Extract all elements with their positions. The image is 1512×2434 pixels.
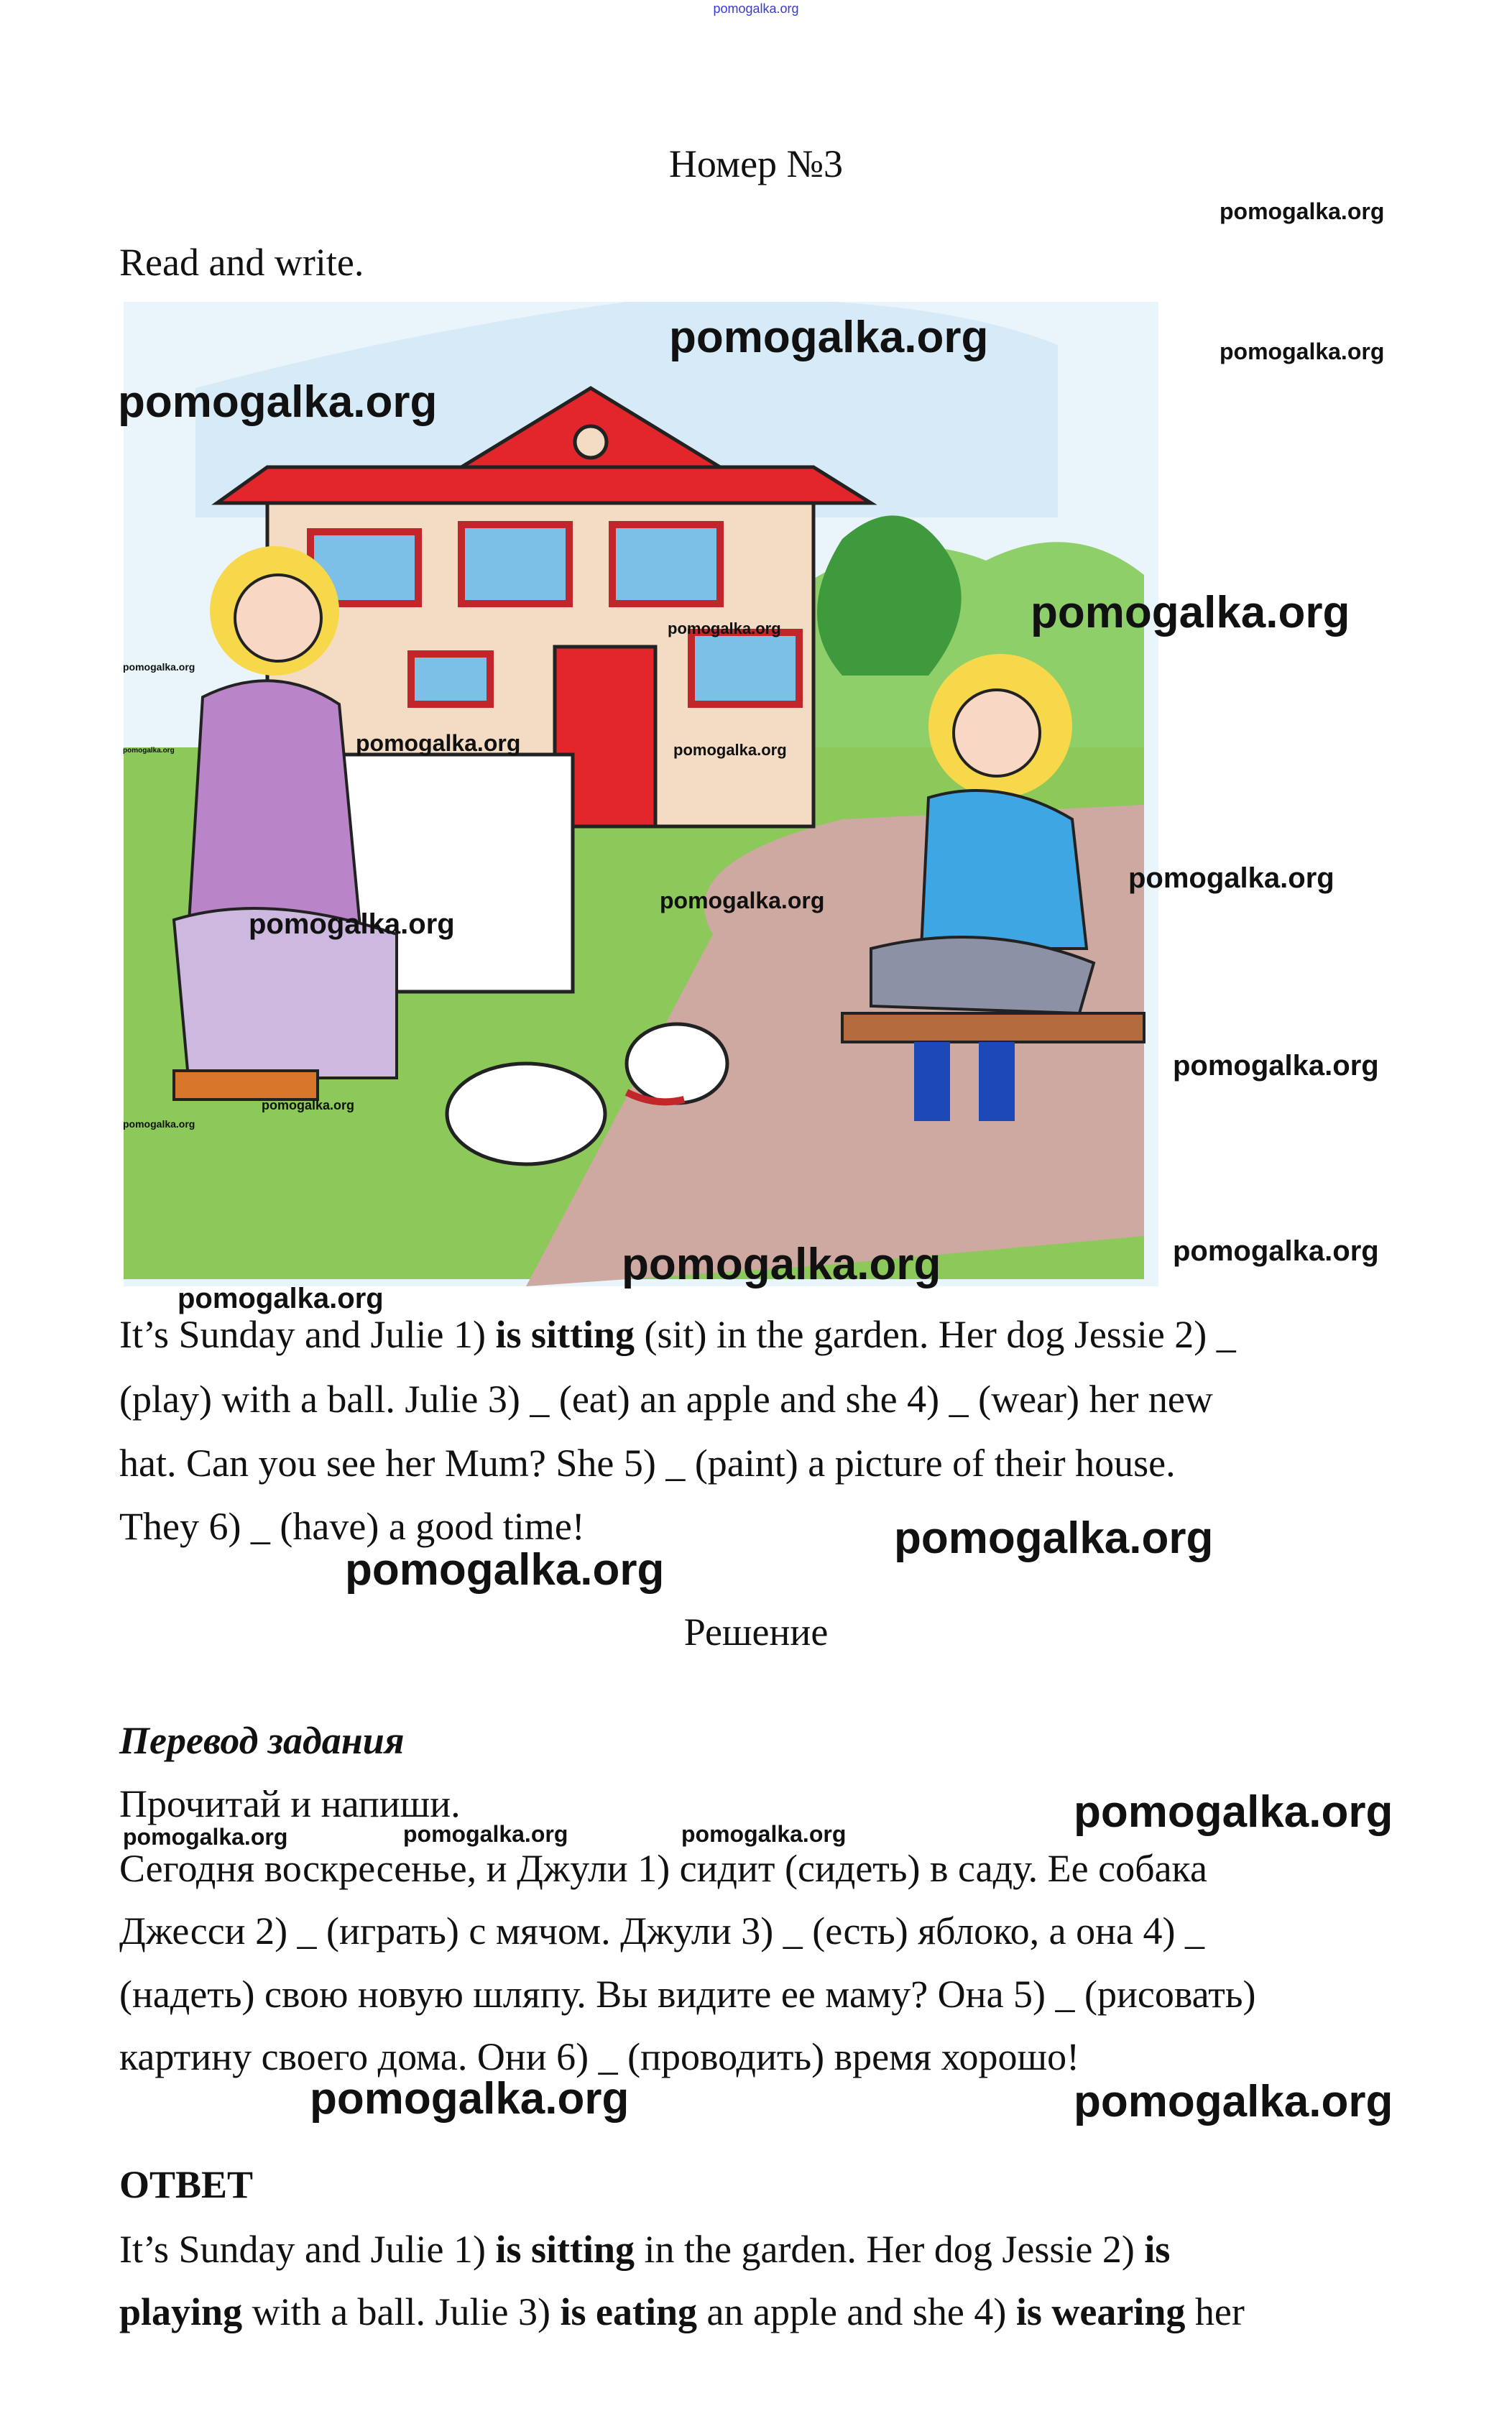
text-segment: They 6) _ (have) a good time!: [119, 1505, 585, 1548]
translation-line: [119, 1973, 1255, 2016]
answer-heading: ОТВЕТ: [119, 2163, 254, 2206]
header-link[interactable]: pomogalka.org: [713, 1, 799, 16]
text-segment: an apple and she 4): [697, 2290, 1016, 2333]
watermark: pomogalka.org: [178, 1283, 384, 1314]
watermark: pomogalka.org: [123, 661, 195, 673]
task-line: [119, 1505, 585, 1548]
watermark: pomogalka.org: [262, 1098, 355, 1112]
translation-instruction: Прочитай и напиши.: [119, 1782, 461, 1825]
watermark: pomogalka.org: [668, 619, 781, 637]
watermark: pomogalka.org: [249, 908, 455, 940]
garden-illustration: [124, 302, 1158, 1286]
text-segment: It’s Sunday and Julie 1): [119, 2228, 496, 2271]
watermark: pomogalka.org: [894, 1513, 1214, 1563]
watermark: pomogalka.org: [660, 888, 825, 913]
answer-line: [119, 2228, 1170, 2271]
watermark: pomogalka.org: [118, 377, 438, 427]
task-line: [119, 1378, 1213, 1421]
translation-heading: Перевод задания: [119, 1719, 405, 1762]
watermark: pomogalka.org: [1074, 2077, 1393, 2126]
watermark: pomogalka.org: [123, 1118, 195, 1130]
bold-answer-text: is sitting: [495, 2228, 635, 2271]
watermark: pomogalka.org: [345, 1545, 665, 1595]
watermark: pomogalka.org: [123, 747, 175, 755]
bold-answer-text: is wearing: [1015, 2290, 1186, 2333]
translation-line: [119, 2035, 1079, 2078]
watermark: pomogalka.org: [669, 313, 989, 362]
watermark: pomogalka.org: [1173, 1050, 1379, 1082]
instruction: Read and write.: [119, 241, 364, 284]
watermark: pomogalka.org: [1173, 1235, 1379, 1267]
watermark: pomogalka.org: [1031, 588, 1350, 637]
text-segment: with a ball. Julie 3): [242, 2290, 561, 2333]
text-segment: Сегодня воскресенье, и Джули 1) сидит (сидеть) в саду. Ее собака: [119, 1847, 1207, 1890]
text-segment: hat. Can you see her Mum? She 5) _ (paint) a picture of their house.: [119, 1442, 1176, 1485]
answer-line: [119, 2290, 1245, 2333]
exercise-title: Номер №3: [668, 142, 844, 185]
bold-answer-text: is: [1144, 2228, 1171, 2271]
text-segment: (sit) in the garden. Her dog Jessie 2) _: [635, 1313, 1236, 1356]
text-segment: (надеть) свою новую шляпу. Вы видите ее маму? Она 5) _ (рисовать): [119, 1973, 1256, 2016]
text-segment: Джесси 2) _ (играть) с мячом. Джули 3) _ (есть) яблоко, а она 4) _: [119, 1909, 1204, 1953]
watermark: pomogalka.org: [673, 741, 787, 759]
task-line: [119, 1313, 1236, 1356]
text-segment: картину своего дома. Они 6) _ (проводить) время хорошо!: [119, 2035, 1080, 2078]
translation-line: [119, 1847, 1207, 1890]
text-segment: her: [1185, 2290, 1245, 2333]
watermark: pomogalka.org: [622, 1240, 941, 1289]
house-roof: [217, 467, 871, 503]
watermark: pomogalka.org: [310, 2074, 630, 2124]
watermark: pomogalka.org: [1220, 338, 1385, 364]
watermark: pomogalka.org: [681, 1821, 847, 1847]
watermark: pomogalka.org: [1220, 198, 1385, 224]
text-segment: (play) with a ball. Julie 3) _ (eat) an apple and she 4) _ (wear) her new: [119, 1378, 1213, 1421]
bold-answer-text: playing: [119, 2290, 243, 2333]
watermark: pomogalka.org: [1128, 862, 1334, 894]
task-line: [119, 1442, 1176, 1485]
watermark: pomogalka.org: [123, 1824, 288, 1850]
watermark: pomogalka.org: [403, 1821, 568, 1847]
bold-answer-text: is sitting: [495, 1313, 635, 1356]
translation-line: [119, 1909, 1204, 1953]
solution-heading: Решение: [683, 1610, 829, 1654]
text-segment: in the garden. Her dog Jessie 2): [635, 2228, 1145, 2271]
text-segment: It’s Sunday and Julie 1): [119, 1313, 496, 1356]
watermark: pomogalka.org: [1074, 1787, 1393, 1837]
gable-window: [575, 426, 607, 458]
bold-answer-text: is eating: [560, 2290, 698, 2333]
watermark: pomogalka.org: [356, 730, 521, 756]
